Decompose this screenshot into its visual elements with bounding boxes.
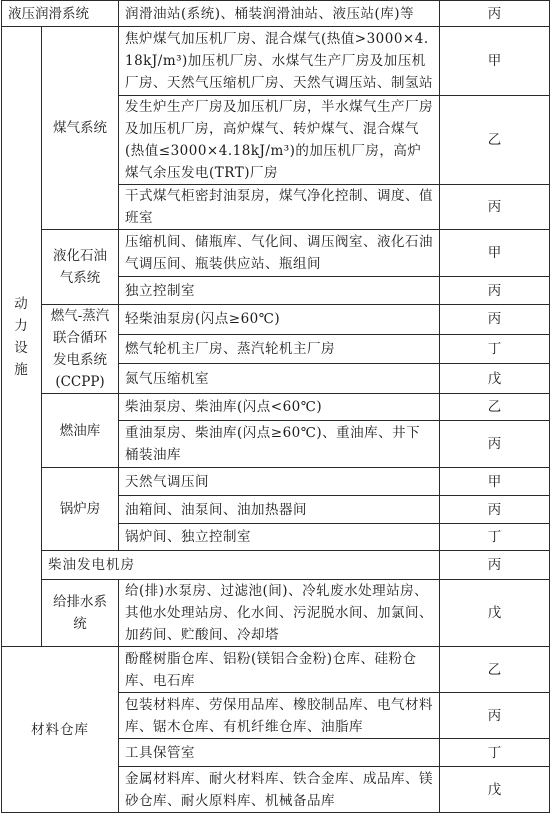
description-cell: 氮气压缩机室 xyxy=(119,364,440,394)
subcategory-cell: 锅炉房 xyxy=(42,468,119,551)
description-cell: 油箱间、油泵间、油加热器间 xyxy=(119,496,440,524)
category-cell: 动力设施 xyxy=(2,27,42,647)
table-row xyxy=(2,1,550,27)
hazard-class-cell: 丙 xyxy=(440,277,550,305)
hazard-class-cell: 丁 xyxy=(440,524,550,551)
hazard-class-cell: 丙 xyxy=(440,693,550,739)
table-row xyxy=(2,647,550,693)
hazard-classification-table xyxy=(1,0,550,813)
table-row xyxy=(2,394,550,421)
description-cell: 润滑油站(系统)、桶装润滑油站、液压站(库)等 xyxy=(119,1,440,27)
subcategory-cell: 给排水系统 xyxy=(42,580,119,647)
description-cell: 包装材料库、劳保用品库、橡胶制品库、电气材料库、锯木仓库、有机纤维仓库、油脂库 xyxy=(119,693,440,739)
description-cell: 给(排)水泵房、过滤池(间)、冷轧废水处理站房、其他水处理站房、化水间、污泥脱水间、加氯间、加药间、贮酸间、冷却塔 xyxy=(119,580,440,647)
table-row xyxy=(2,468,550,496)
hazard-class-cell: 丙 xyxy=(440,421,550,468)
table-row xyxy=(2,27,550,96)
description-cell: 金属材料库、耐火材料库、铁合金库、成品库、镁砂仓库、耐火原料库、机械备品库 xyxy=(119,767,440,813)
description-cell: 焦炉煤气加压机厂房、混合煤气(热值>3000×4.18kJ/m³)加压机厂房、水煤气生产厂房及加压机厂房、天然气压缩机厂房、天然气调压站、制氢站 xyxy=(119,27,440,96)
hazard-class-cell: 丙 xyxy=(440,1,550,27)
hazard-class-cell: 乙 xyxy=(440,647,550,693)
hazard-class-cell: 乙 xyxy=(440,96,550,185)
hazard-class-cell: 甲 xyxy=(440,27,550,96)
hazard-class-cell: 丁 xyxy=(440,739,550,767)
subcategory-cell: 燃油库 xyxy=(42,394,119,468)
subcategory-cell: 液化石油气系统 xyxy=(42,230,119,305)
description-cell: 发生炉生产厂房及加压机厂房，半水煤气生产厂房及加压机厂房，高炉煤气、转炉煤气、混合煤气(热值≤3000×4.18kJ/m³)的加压机厂房，高炉煤气余压发电(TRT)厂房 xyxy=(119,96,440,185)
description-cell: 燃气轮机主厂房、蒸汽轮机主厂房 xyxy=(119,334,440,364)
subcategory-cell: 煤气系统 xyxy=(42,27,119,230)
description-cell: 重油泵房、柴油库(闪点≥60℃)、重油库、井下桶装油库 xyxy=(119,421,440,468)
description-cell: 压缩机间、储瓶库、气化间、调压阀室、液化石油气调压间、瓶装供应站、瓶组间 xyxy=(119,230,440,277)
hazard-class-cell: 丁 xyxy=(440,334,550,364)
hazard-class-cell: 戊 xyxy=(440,364,550,394)
description-cell: 干式煤气柜密封油泵房，煤气净化控制、调度、值班室 xyxy=(119,185,440,230)
description-cell: 柴油泵房、柴油库(闪点<60℃) xyxy=(119,394,440,421)
hazard-class-cell: 戊 xyxy=(440,580,550,647)
subcategory-cell: 柴油发电机房 xyxy=(42,551,440,580)
hazard-class-cell: 丙 xyxy=(440,551,550,580)
description-cell: 酚醛树脂仓库、铝粉(镁铝合金粉)仓库、硅粉仓库、电石库 xyxy=(119,647,440,693)
table-row xyxy=(2,305,550,335)
hazard-class-cell: 甲 xyxy=(440,468,550,496)
category-cell: 液压润滑系统 xyxy=(2,1,119,27)
description-cell: 独立控制室 xyxy=(119,277,440,305)
description-cell: 工具保管室 xyxy=(119,739,440,767)
table-row xyxy=(2,551,550,580)
hazard-class-cell: 甲 xyxy=(440,230,550,277)
description-cell: 天然气调压间 xyxy=(119,468,440,496)
category-cell: 材料仓库 xyxy=(2,647,119,813)
hazard-class-cell: 丙 xyxy=(440,496,550,524)
table-row xyxy=(2,230,550,277)
hazard-class-cell: 乙 xyxy=(440,394,550,421)
table-row xyxy=(2,580,550,647)
hazard-class-cell: 丙 xyxy=(440,185,550,230)
hazard-class-cell: 丙 xyxy=(440,305,550,335)
description-cell: 轻柴油泵房(闪点≥60℃) xyxy=(119,305,440,335)
hazard-class-cell: 戊 xyxy=(440,767,550,813)
description-cell: 锅炉间、独立控制室 xyxy=(119,524,440,551)
subcategory-cell: 燃气-蒸汽联合循环发电系统(CCPP) xyxy=(42,305,119,394)
